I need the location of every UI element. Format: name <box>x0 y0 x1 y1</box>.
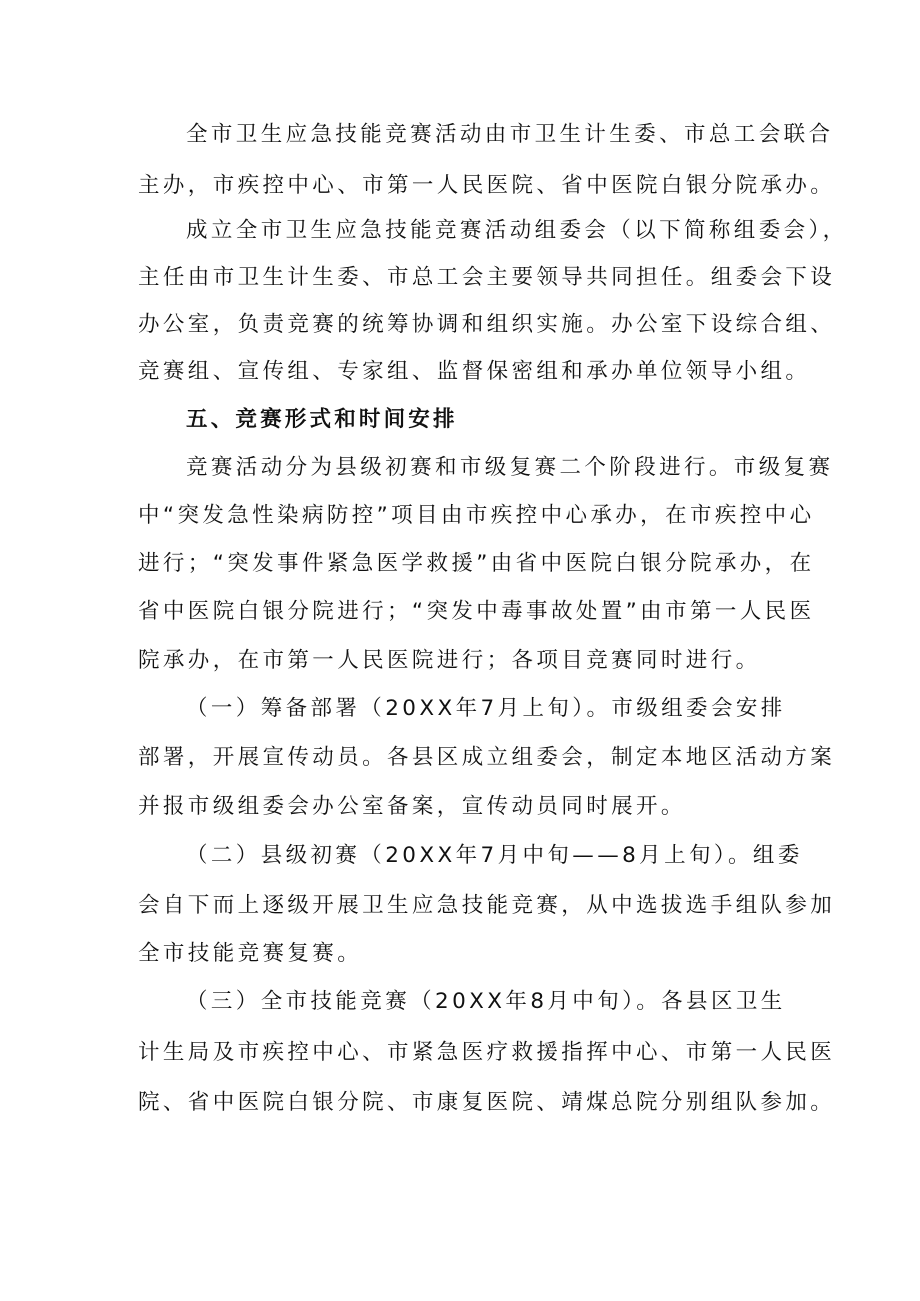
para-5-line-3: 全市技能竞赛复赛。 <box>138 941 363 966</box>
para-5-line-1: （二）县级初赛（20XX年7月中旬——8月上旬）。组委 <box>186 843 803 868</box>
para-2-line-2: 主任由市卫生计生委、市总工会主要领导共同担任。组委会下设 <box>138 265 836 290</box>
para-1-line-1: 全市卫生应急技能竞赛活动由市卫生计生委、市总工会联合 <box>186 122 834 147</box>
para-3-line-2: 中“突发急性染病防控”项目由市疾控中心承办，在市疾控中心 <box>138 503 815 528</box>
para-2-line-3: 办公室，负责竞赛的统筹协调和组织实施。办公室下设综合组、 <box>138 312 836 337</box>
para-3-line-3: 进行；“突发事件紧急医学救援”由省中医院白银分院承办，在 <box>138 551 815 576</box>
para-6-line-1: （三）全市技能竞赛（20XX年8月中旬）。各县区卫生 <box>186 989 786 1014</box>
para-2-line-1: 成立全市卫生应急技能竞赛活动组委会（以下简称组委会）， <box>186 218 848 243</box>
para-4-line-1: （一）筹备部署（20XX年7月上旬）。市级组委会安排 <box>186 696 786 721</box>
para-2-line-4: 竞赛组、宣传组、专家组、监督保密组和承办单位领导小组。 <box>138 359 811 384</box>
para-6-line-2: 计生局及市疾控中心、市紧急医疗救援指挥中心、市第一人民医 <box>138 1040 836 1065</box>
para-1-line-2: 主办，市疾控中心、市第一人民医院、省中医院白银分院承办。 <box>138 173 836 198</box>
para-3-line-1: 竞赛活动分为县级初赛和市级复赛二个阶段进行。市级复赛 <box>186 455 834 480</box>
para-5-line-2: 会自下而上逐级开展卫生应急技能竞赛，从中选拔选手组队参加 <box>138 893 836 918</box>
para-4-line-3: 并报市级组委会办公室备案，宣传动员同时展开。 <box>138 794 686 819</box>
section-heading: 五、竞赛形式和时间安排 <box>186 407 458 432</box>
para-4-line-2: 部署，开展宣传动员。各县区成立组委会，制定本地区活动方案 <box>138 745 836 770</box>
para-3-line-4: 省中医院白银分院进行；“突发中毒事故处置”由市第一人民医 <box>138 599 815 624</box>
para-3-line-5: 院承办，在市第一人民医院进行；各项目竞赛同时进行。 <box>138 648 761 673</box>
para-6-line-3: 院、省中医院白银分院、市康复医院、靖煤总院分别组队参加。 <box>138 1090 836 1115</box>
